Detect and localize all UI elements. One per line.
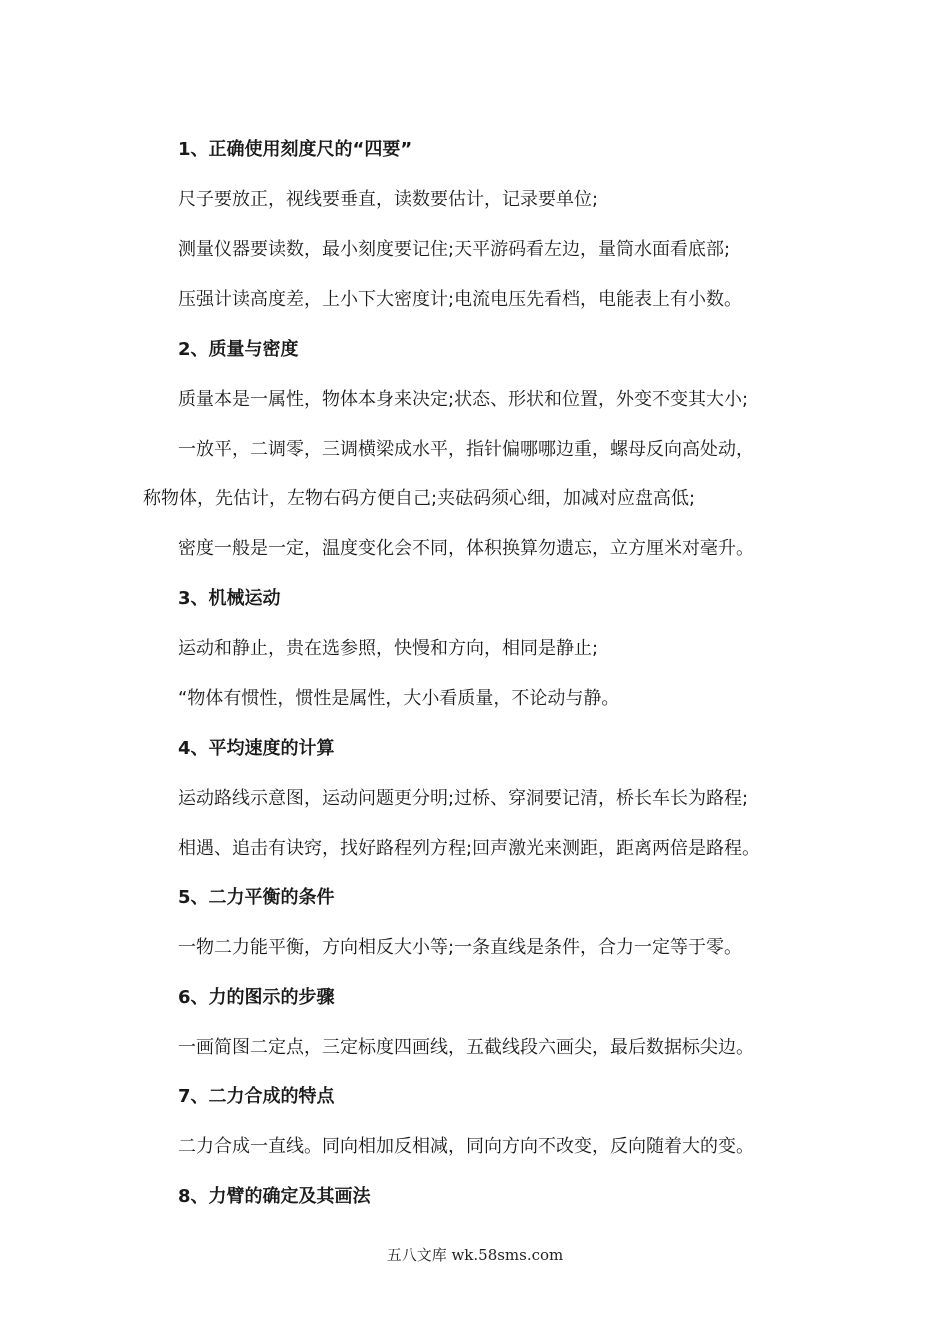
section-heading-7: 7、二力合成的特点 <box>178 1086 335 1107</box>
paragraph-line: 运动和静止，贵在选参照，快慢和方向，相同是静止; <box>178 638 599 659</box>
section-heading-2: 2、质量与密度 <box>178 339 299 360</box>
paragraph-line: 称物体，先估计，左物右码方便自己;夹砝码须心细，加减对应盘高低; <box>143 488 696 509</box>
section-heading-1: 1、正确使用刻度尺的“四要” <box>178 139 413 160</box>
section-heading-8: 8、力臂的确定及其画法 <box>178 1186 371 1207</box>
section-heading-5: 5、二力平衡的条件 <box>178 887 335 908</box>
section-heading-4: 4、平均速度的计算 <box>178 738 335 759</box>
paragraph-line: 运动路线示意图，运动问题更分明;过桥、穿洞要记清，桥长车长为路程; <box>178 788 749 809</box>
paragraph-line: 测量仪器要读数，最小刻度要记住;天平游码看左边，量筒水面看底部; <box>178 239 731 260</box>
page-footer: 五八文库 wk.58sms.com <box>386 1246 564 1264</box>
paragraph-line: 密度一般是一定，温度变化会不同，体积换算勿遗忘，立方厘米对毫升。 <box>178 538 754 559</box>
paragraph-line: 一画简图二定点，三定标度四画线，五截线段六画尖，最后数据标尖边。 <box>178 1037 754 1058</box>
paragraph-line: 相遇、追击有诀窍，找好路程列方程;回声激光来测距，距离两倍是路程。 <box>178 838 761 859</box>
paragraph-line: 质量本是一属性，物体本身来决定;状态、形状和位置，外变不变其大小; <box>178 389 749 410</box>
paragraph-line: 二力合成一直线。同向相加反相减，同向方向不改变，反向随着大的变。 <box>178 1136 754 1157</box>
paragraph-line: 一物二力能平衡，方向相反大小等;一条直线是条件，合力一定等于零。 <box>178 937 743 958</box>
paragraph-line: 一放平，二调零，三调横梁成水平，指针偏哪哪边重，螺母反向高处动， <box>178 439 754 460</box>
paragraph-line: “物体有惯性，惯性是属性，大小看质量，不论动与静。 <box>178 688 620 709</box>
section-heading-6: 6、力的图示的步骤 <box>178 987 335 1008</box>
section-heading-3: 3、机械运动 <box>178 588 281 609</box>
paragraph-line: 尺子要放正，视线要垂直，读数要估计，记录要单位; <box>178 189 599 210</box>
paragraph-line: 压强计读高度差，上小下大密度计;电流电压先看档，电能表上有小数。 <box>178 289 743 310</box>
